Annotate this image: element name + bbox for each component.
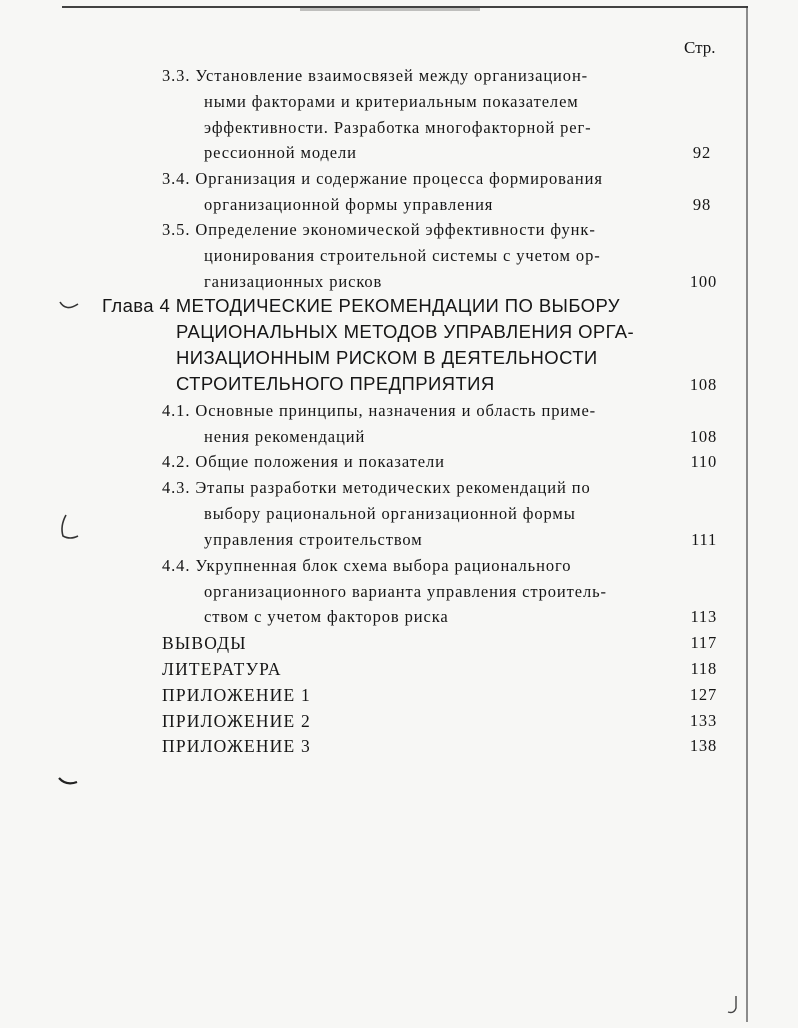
toc-page-number: 108 bbox=[689, 427, 717, 446]
toc-line: 3.3. Установление взаимосвязей между организацион- bbox=[162, 66, 589, 85]
page-corner-mark-icon bbox=[724, 994, 742, 1016]
toc-page-number: 118 bbox=[690, 659, 717, 678]
toc-line: ПРИЛОЖЕНИЕ 1 bbox=[162, 685, 311, 705]
toc-line: эффективности. Разработка многофакторной рег- bbox=[204, 118, 592, 137]
toc-line: ством с учетом факторов риска bbox=[204, 607, 449, 626]
toc-line: 3.4. Организация и содержание процесса формирования bbox=[162, 169, 603, 188]
toc-line: 4.3. Этапы разработки методических рекомендаций по bbox=[162, 478, 591, 497]
toc-page-number: 98 bbox=[692, 195, 711, 214]
toc-line: ПРИЛОЖЕНИЕ 2 bbox=[162, 711, 311, 731]
toc-line: рессионной модели bbox=[204, 143, 357, 162]
toc-line: 4.2. Общие положения и показатели bbox=[162, 452, 445, 471]
toc-line: ВЫВОДЫ bbox=[162, 633, 247, 653]
toc-line: организационного варианта управления строитель- bbox=[204, 582, 607, 601]
toc-page-number: 127 bbox=[689, 685, 717, 704]
toc-chapter-line: НИЗАЦИОННЫМ РИСКОМ В ДЕЯТЕЛЬНОСТИ bbox=[176, 347, 598, 368]
toc-line: ганизационных рисков bbox=[204, 272, 383, 291]
binding-mark-icon bbox=[58, 298, 80, 316]
toc-chapter-line: РАЦИОНАЛЬНЫХ МЕТОДОВ УПРАВЛЕНИЯ ОРГА- bbox=[176, 321, 635, 342]
toc-chapter-line: Глава 4 МЕТОДИЧЕСКИЕ РЕКОМЕНДАЦИИ ПО ВЫБОРУ bbox=[102, 295, 620, 316]
toc-line: ными факторами и критериальным показателем bbox=[204, 92, 579, 111]
toc-line: ционирования строительной системы с учетом ор- bbox=[204, 246, 601, 265]
toc-chapter-line: СТРОИТЕЛЬНОГО ПРЕДПРИЯТИЯ bbox=[176, 373, 495, 394]
toc-page-number: 117 bbox=[690, 633, 717, 652]
toc-line: 4.1. Основные принципы, назначения и область приме- bbox=[162, 401, 597, 420]
toc-line: 4.4. Укрупненная блок схема выбора рационального bbox=[162, 556, 572, 575]
toc-page-number: 108 bbox=[689, 375, 717, 394]
toc-page-number: 111 bbox=[691, 530, 717, 549]
toc-page-number: 110 bbox=[690, 452, 717, 471]
toc-line: нения рекомендаций bbox=[204, 427, 366, 446]
binding-mark-icon bbox=[56, 772, 80, 790]
toc-page-number: 133 bbox=[689, 711, 717, 730]
toc-line: выбору рациональной организационной формы bbox=[204, 504, 576, 523]
toc-line: ПРИЛОЖЕНИЕ 3 bbox=[162, 736, 311, 756]
toc-line: управления строительством bbox=[204, 530, 423, 549]
toc-page-number: 92 bbox=[692, 143, 711, 162]
toc-page-number: 100 bbox=[689, 272, 717, 291]
binding-mark-icon bbox=[58, 512, 80, 542]
toc-line: 3.5. Определение экономической эффективности функ- bbox=[162, 220, 596, 239]
toc-page-number: 138 bbox=[689, 736, 717, 755]
toc-page-number: 113 bbox=[690, 607, 717, 626]
page-column-label: Стр. bbox=[684, 38, 716, 57]
toc-line: организационной формы управления bbox=[204, 195, 494, 214]
toc-line: ЛИТЕРАТУРА bbox=[162, 659, 282, 679]
